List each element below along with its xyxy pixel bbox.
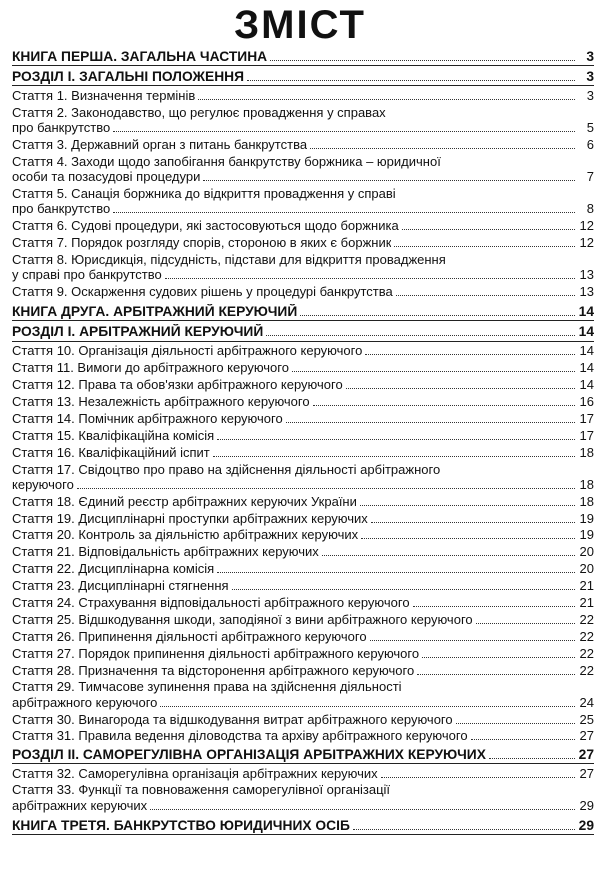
toc-article-entry [12, 679, 594, 709]
toc-entry-title: Стаття 32. Саморегулівна організація арбітражних керуючих [12, 765, 378, 781]
toc-article-entry [12, 445, 594, 460]
dot-leader [150, 809, 575, 810]
toc-article-entry [12, 612, 594, 627]
dot-leader [217, 572, 575, 573]
table-of-contents [12, 44, 594, 835]
toc-entry-line [12, 477, 594, 492]
dot-leader [471, 739, 575, 740]
toc-entry-continuation: про банкрутство [12, 201, 111, 217]
toc-entry-continuation: про банкрутство [12, 120, 111, 136]
dot-leader [247, 80, 575, 81]
toc-article-entry [12, 235, 594, 250]
toc-entry-line [12, 267, 594, 282]
toc-entry-title: Стаття 16. Кваліфікаційний іспит [12, 444, 210, 460]
heading-underline [12, 834, 594, 835]
toc-entry-line [12, 304, 594, 319]
toc-entry-continuation: керуючого [12, 476, 74, 492]
toc-entry-title: Стаття 23. Дисциплінарні стягнення [12, 578, 229, 594]
toc-entry-line [12, 69, 594, 84]
toc-entry-line [12, 494, 594, 509]
dot-leader [160, 706, 575, 707]
toc-entry-title: Стаття 12. Права та обов'язки арбітражного керуючого [12, 377, 343, 393]
toc-entry-line [12, 88, 594, 103]
dot-leader [203, 180, 575, 181]
toc-entry-title: КНИГА ПЕРША. ЗАГАЛЬНА ЧАСТИНА [12, 49, 268, 64]
toc-page-number: 13 [579, 284, 594, 300]
toc-entry-line [12, 798, 594, 813]
toc-entry-line [12, 343, 594, 358]
toc-entry-line [12, 428, 594, 443]
toc-page-number: 27 [579, 728, 594, 744]
dot-leader [489, 758, 575, 759]
toc-entry-title: Стаття 19. Дисциплінарні проступки арбітражних керуючих [12, 510, 368, 526]
toc-entry-line [12, 766, 594, 781]
toc-entry-line [12, 712, 594, 727]
toc-article-entry [12, 105, 594, 135]
dot-leader [113, 131, 575, 132]
toc-page-number: 19 [579, 527, 594, 543]
dot-leader [270, 60, 575, 61]
toc-article-entry [12, 218, 594, 233]
toc-page-number: 21 [579, 595, 594, 610]
toc-article-entry [12, 561, 594, 576]
toc-section-heading [12, 324, 594, 341]
toc-book-heading [12, 49, 594, 66]
toc-page-number: 22 [579, 628, 594, 644]
toc-page-number: 5 [586, 120, 594, 136]
dot-leader [217, 439, 575, 440]
dot-leader [165, 278, 575, 279]
toc-article-entry [12, 629, 594, 644]
toc-page-number: 14 [579, 343, 594, 359]
toc-page-number: 19 [579, 510, 594, 526]
dot-leader [232, 589, 575, 590]
toc-entry-line [12, 411, 594, 426]
toc-article-entry [12, 712, 594, 727]
toc-section-heading [12, 69, 594, 86]
dot-leader [286, 422, 575, 423]
toc-article-entry [12, 646, 594, 661]
toc-entry-continuation: арбітражних керуючих [12, 797, 148, 813]
toc-entry-line [12, 218, 594, 233]
toc-page-number: 18 [579, 444, 594, 460]
dot-leader [365, 354, 575, 355]
toc-entry-line [12, 595, 594, 610]
toc-entry-title: Стаття 26. Припинення діяльності арбітражного керуючого [12, 628, 367, 644]
dot-leader [413, 606, 575, 607]
toc-entry-title: Стаття 27. Порядок припинення діяльності арбітражного керуючого [12, 645, 420, 661]
page-title: ЗМІСТ [234, 3, 366, 47]
toc-page-number: 18 [579, 493, 594, 509]
toc-page-number: 14 [578, 304, 594, 320]
toc-page-number: 14 [578, 324, 594, 340]
toc-article-entry [12, 527, 594, 542]
toc-entry-line [12, 137, 594, 152]
toc-article-entry [12, 154, 594, 184]
toc-page-number: 14 [579, 377, 594, 393]
toc-entry-title: РОЗДІЛ І. ЗАГАЛЬНІ ПОЛОЖЕННЯ [12, 69, 245, 85]
dot-leader [292, 371, 575, 372]
toc-page-number: 13 [579, 267, 594, 283]
toc-entry-title: Стаття 7. Порядок розгляду спорів, стороною в яких є боржник [12, 235, 392, 251]
toc-article-entry [12, 511, 594, 526]
toc-book-heading [12, 304, 594, 321]
toc-entry-line [12, 747, 594, 762]
toc-entry-title: Стаття 13. Незалежність арбітражного керуючого [12, 394, 310, 409]
toc-section-heading [12, 747, 594, 764]
toc-entry-line [12, 695, 594, 710]
toc-article-entry [12, 595, 594, 610]
heading-underline [12, 763, 594, 764]
toc-page-number: 22 [579, 662, 594, 678]
toc-entry-title: Стаття 18. Єдиний реєстр арбітражних керуючих України [12, 493, 357, 509]
toc-article-entry [12, 462, 594, 492]
toc-entry-line [12, 360, 594, 375]
dot-leader [322, 555, 575, 556]
dot-leader [113, 212, 575, 213]
toc-entry-line [12, 284, 594, 299]
toc-entry-title: Стаття 3. Державний орган з питань банкрутства [12, 137, 308, 153]
dot-leader [198, 99, 575, 100]
toc-page-number: 21 [579, 578, 594, 594]
toc-page-number: 8 [586, 201, 594, 217]
toc-book-heading [12, 818, 594, 835]
toc-page-number: 14 [579, 360, 594, 376]
toc-page-number: 7 [586, 169, 594, 185]
toc-entry-line [12, 445, 594, 460]
toc-page-number: 24 [579, 694, 594, 710]
toc-article-entry [12, 377, 594, 392]
toc-article-entry [12, 411, 594, 426]
toc-page-number: 3 [586, 88, 594, 104]
toc-page-number: 29 [579, 797, 594, 813]
toc-page-number: 20 [579, 544, 594, 560]
dot-leader [266, 335, 575, 336]
toc-entry-title: Стаття 17. Свідоцтво про право на здійснення діяльності арбітражного [12, 461, 441, 477]
toc-page-number: 18 [579, 476, 594, 492]
toc-entry-line [12, 324, 594, 339]
dot-leader [381, 777, 575, 778]
toc-entry-line [12, 612, 594, 627]
toc-article-entry [12, 782, 594, 812]
toc-article-entry [12, 360, 594, 375]
toc-entry-line [12, 511, 594, 526]
toc-entry-title: РОЗДІЛ ІІ. САМОРЕГУЛІВНА ОРГАНІЗАЦІЯ АРБІТРАЖНИХ КЕРУЮЧИХ [12, 746, 486, 762]
toc-entry-line [12, 663, 594, 678]
toc-article-entry [12, 428, 594, 443]
toc-article-entry [12, 343, 594, 358]
toc-article-entry [12, 766, 594, 781]
toc-entry-title: Стаття 6. Судові процедури, які застосовуються щодо боржника [12, 218, 399, 234]
toc-page-number: 17 [579, 410, 594, 426]
toc-page-number: 12 [579, 235, 594, 251]
dot-leader [360, 505, 575, 506]
toc-page-number: 27 [579, 765, 594, 781]
toc-entry-title: Стаття 4. Заходи щодо запобігання банкрутству боржника – юридичної [12, 153, 441, 169]
toc-article-entry [12, 728, 594, 743]
toc-page-number: 3 [586, 49, 594, 64]
toc-entry-title: Стаття 2. Законодавство, що регулює провадження у справах [12, 104, 386, 120]
toc-entry-continuation: у справі про банкрутство [12, 267, 162, 283]
toc-entry-title: Стаття 30. Винагорода та відшкодування витрат арбітражного керуючого [12, 711, 453, 727]
toc-article-entry [12, 663, 594, 678]
toc-entry-title: РОЗДІЛ І. АРБІТРАЖНИЙ КЕРУЮЧИЙ [12, 324, 264, 340]
toc-entry-title: Стаття 33. Функції та повноваження саморегулівної організації [12, 782, 391, 798]
dot-leader [476, 623, 575, 624]
toc-article-entry [12, 544, 594, 559]
toc-entry-line [12, 201, 594, 216]
dot-leader [417, 674, 575, 675]
toc-page-number: 22 [579, 645, 594, 661]
toc-entry-line [12, 728, 594, 743]
toc-entry-title: Стаття 11. Вимоги до арбітражного керуючого [12, 360, 289, 376]
dot-leader [353, 829, 575, 830]
toc-article-entry [12, 284, 594, 299]
dot-leader [371, 522, 575, 523]
toc-entry-continuation: арбітражного керуючого [12, 694, 158, 710]
toc-entry-line [12, 235, 594, 250]
toc-article-entry [12, 252, 594, 282]
dot-leader [213, 456, 575, 457]
toc-page-number: 25 [579, 711, 594, 727]
dot-leader [422, 657, 575, 658]
toc-entry-line [12, 578, 594, 593]
dot-leader [346, 388, 575, 389]
toc-entry-line [12, 544, 594, 559]
dot-leader [361, 538, 575, 539]
toc-entry-line [12, 49, 594, 64]
dot-leader [402, 229, 575, 230]
toc-page-number: 27 [578, 746, 594, 762]
toc-article-entry [12, 88, 594, 103]
dot-leader [394, 246, 575, 247]
heading-underline [12, 320, 594, 321]
toc-article-entry [12, 186, 594, 216]
toc-page-number: 20 [579, 561, 594, 577]
toc-entry-title: Стаття 21. Відповідальність арбітражних керуючих [12, 544, 319, 560]
toc-entry-title: Стаття 25. Відшкодування шкоди, заподіяної з вини арбітражного керуючого [12, 611, 473, 627]
toc-page-number: 3 [586, 69, 594, 85]
toc-entry-title: Стаття 15. Кваліфікаційна комісія [12, 427, 215, 443]
toc-entry-line [12, 527, 594, 542]
toc-entry-line [12, 394, 594, 409]
toc-entry-line [12, 629, 594, 644]
dot-leader [300, 315, 575, 316]
heading-underline [12, 65, 594, 66]
toc-page-number: 22 [579, 611, 594, 627]
dot-leader [77, 488, 575, 489]
toc-page-number: 16 [579, 394, 594, 409]
toc-article-entry [12, 494, 594, 509]
toc-entry-title: Стаття 9. Оскарження судових рішень у процедурі банкрутства [12, 284, 393, 300]
toc-page-number: 6 [586, 137, 594, 153]
toc-entry-line [12, 818, 594, 833]
toc-entry-line [12, 120, 594, 135]
dot-leader [370, 640, 575, 641]
toc-entry-title: Стаття 10. Організація діяльності арбітражного керуючого [12, 343, 363, 359]
toc-entry-line [12, 561, 594, 576]
toc-page-number: 12 [579, 218, 594, 234]
toc-entry-title: Стаття 24. Страхування відповідальності арбітражного керуючого [12, 595, 410, 610]
toc-entry-title: Стаття 22. Дисциплінарна комісія [12, 561, 215, 577]
toc-entry-continuation: особи та позасудові процедури [12, 169, 201, 185]
toc-entry-title: Стаття 1. Визначення термінів [12, 88, 196, 104]
toc-entry-title: Стаття 20. Контроль за діяльністю арбітражних керуючих [12, 527, 359, 543]
toc-entry-title: КНИГА ТРЕТЯ. БАНКРУТСТВО ЮРИДИЧНИХ ОСІБ [12, 817, 350, 833]
toc-entry-line [12, 169, 594, 184]
toc-entry-title: Стаття 5. Санація боржника до відкриття провадження у справі [12, 186, 396, 202]
toc-page-number: 17 [579, 427, 594, 443]
toc-entry-title: Стаття 31. Правила ведення діловодства та архіву арбітражного керуючого [12, 728, 468, 744]
dot-leader [313, 405, 575, 406]
toc-entry-title: Стаття 28. Призначення та відсторонення арбітражного керуючого [12, 662, 415, 678]
heading-underline [12, 341, 594, 342]
dot-leader [396, 295, 575, 296]
dot-leader [310, 148, 575, 149]
toc-article-entry [12, 137, 594, 152]
toc-article-entry [12, 394, 594, 409]
toc-entry-line [12, 646, 594, 661]
heading-underline [12, 85, 594, 86]
toc-entry-line [12, 377, 594, 392]
toc-entry-title: Стаття 29. Тимчасове зупинення права на здійснення діяльності [12, 679, 402, 695]
dot-leader [456, 723, 575, 724]
toc-article-entry [12, 578, 594, 593]
toc-page-number: 29 [578, 817, 594, 833]
toc-entry-title: Стаття 8. Юрисдикція, підсудність, підстави для відкриття провадження [12, 251, 446, 267]
toc-entry-title: КНИГА ДРУГА. АРБІТРАЖНИЙ КЕРУЮЧИЙ [12, 304, 298, 320]
toc-entry-title: Стаття 14. Помічник арбітражного керуючого [12, 410, 283, 426]
